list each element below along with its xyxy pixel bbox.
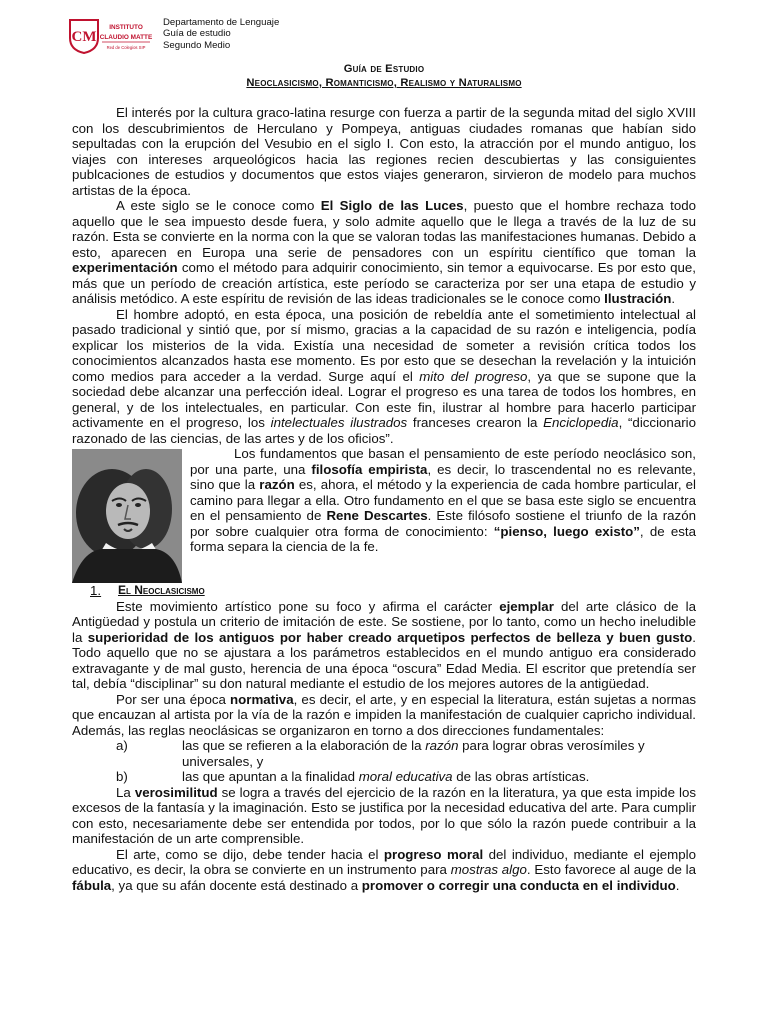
- italic-term: mostras algo: [450, 862, 527, 877]
- document-title: Guía de Estudio: [343, 63, 425, 75]
- school-logo: [68, 18, 154, 54]
- section-number: 1.: [90, 583, 102, 598]
- bold-term: El Siglo de las Luces: [320, 198, 464, 213]
- logo-line1: INSTITUTO: [109, 24, 143, 31]
- header-grade: Segundo Medio: [163, 39, 231, 51]
- list-text: las que se refieren a la elaboración de la razón para lograr obras verosímiles y universales, y: [182, 738, 645, 769]
- paragraph: El arte, como se dijo, debe tender hacia el progreso moral del individuo, mediante el ejemplo educativo, es decir, la obra se convierte en un instrumento para mostras algo. Esto favorece al auge de la fábula, ya que su afán docente está destinado a promover o corregir una conducta en el individuo.: [72, 846, 696, 893]
- italic-term: mito del progreso: [419, 368, 528, 384]
- italic-term: Enciclopedia: [543, 415, 619, 430]
- bold-quote: “pienso, luego existo”: [493, 523, 640, 539]
- document-header: [163, 17, 279, 51]
- bold-term: progreso moral: [383, 846, 484, 862]
- list-item: [72, 738, 696, 769]
- bold-term: Ilustración: [604, 291, 672, 306]
- header-doc-type: Guía de estudio: [163, 28, 231, 40]
- document-body: [72, 105, 696, 893]
- paragraph: Los fundamentos que basan el pensamiento de este período neoclásico son, por una parte, una filosofía empirista, es decir, lo trascendental no es relevante, sino que la razón es, ahora, el método y la experiencia de cada hombre particular, el camino para llegar a ella. Otro fundamento en el que se basa este siglo se encuentra en el pensamiento de Rene Descartes. Este filósofo sostiene el triunfo de la razón por sobre cualquier otra forma de conocimiento: “pienso, luego existo”, de esta forma separa la ciencia de la fe.: [190, 446, 696, 554]
- list-item: [72, 769, 696, 785]
- bold-term: normativa: [230, 691, 294, 707]
- document-title-block: [72, 62, 696, 90]
- logo-line3: Red de Colegios SIP: [106, 45, 146, 50]
- logo-letters: CM: [71, 29, 97, 45]
- bold-term: filosofía empirista: [311, 461, 428, 477]
- header-department: Departamento de Lenguaje: [163, 17, 280, 28]
- bold-term: Rene Descartes: [326, 508, 428, 523]
- bold-term: superioridad de los antiguos por haber creado arquetipos perfectos de belleza y buen gusto: [87, 629, 693, 645]
- paragraph: Este movimiento artístico pone su foco y afirma el carácter ejemplar del arte clásico de la Antigüedad y postula un criterio de imitación de este. Se sostiene, por lo tanto, como un hecho ineludible la superioridad de los antiguos por haber creado arquetipos perfectos de belleza y buen gusto. Todo aquello que no se ajustara a los parámetros establecidos en el mundo antiguo era considerado extravagante y de mal gusto, herencia de una época “oscura” Edad Media. El escritor que pretendía ser tal, debía “disciplinar” su don natural mediante el estudio de los mejores autores de la antigüedad.: [72, 598, 696, 691]
- document-subtitle: Neoclasicismo, Romanticismo, Realismo y Naturalismo: [246, 77, 522, 89]
- paragraph: La verosimilitud se logra a través del ejercicio de la razón en la literatura, ya que esta impide los excesos de la fantasía y la imaginación. Esto se justifica por la necesidad educativa del arte. Para cumplir con esto, necesariamente debe ser entendida por todos, por lo que sólo la razón puede contribuir a la manifestación de un arte comprensible.: [72, 784, 696, 846]
- paragraph: El interés por la cultura graco-latina resurge con fuerza a partir de la segunda mitad del siglo XVIII con los descubrimientos de Herculano y Pompeya, antiguas ciudades romanas que habían sido sepultadas con la erupción del Vesubio en el siglo I. Con esto, la atracción por el mundo antiguo, los viajes con intereses arqueológicos hacia las regiones recien descubiertas y las consiguientes publcaciones de estudios y documentos que estos viajes generaron, sirvieron de modelo para muchos artistas de la época.: [72, 105, 696, 198]
- section-title: El Neoclasicismo: [118, 583, 205, 597]
- bold-term: experimentación: [72, 260, 178, 275]
- logo-line2: CLAUDIO MATTE: [99, 34, 153, 41]
- list-label: a): [116, 738, 128, 753]
- section-heading: [72, 583, 696, 599]
- list-text: las que apuntan a la finalidad moral educativa de las obras artísticas.: [182, 769, 590, 784]
- paragraph: El hombre adoptó, en esta época, una posición de rebeldía ante el sometimiento intelectual al pasado tradicional y sintió que, por sí mismo, gracias a la capacidad de su razón e inteligencia, podía explicar los misterios de la vida. Existía una necesidad de someter a revisión crítica todos los conocimientos alcanzados hasta ese momento. Es por esto que se desechan la revelación y la intuición como medios para acceder a la verdad. Surge aquí el mito del progreso, ya que se supone que la sociedad debe alcanzar una perfección ideal. Lograr el progreso es una tarea de todos los hombres, en general, y de los intelectuales, en particular. Con este fin, ilustrar al hombre para hacerlo participar activamente en el progreso, los intelectuales ilustrados franceses crearon la Enciclopedia, “diccionario razonado de las ciencias, de las artes y de los oficios”.: [72, 306, 696, 446]
- bold-term: verosimilitud: [134, 784, 218, 800]
- italic-term: intelectuales ilustrados: [270, 415, 408, 430]
- bold-term: fábula: [72, 877, 112, 893]
- paragraph: Por ser una época normativa, es decir, el arte, y en especial la literatura, están sujetas a normas que encauzan al artista por la vía de la razón e impiden la manifestación de cualquier capricho individual. Además, las reglas neoclásicas se organizaron en torno a dos direcciones fundamentales:: [72, 691, 696, 738]
- list-label: b): [116, 769, 128, 784]
- bold-term: promover o corregir una conducta en el individuo: [361, 877, 676, 893]
- paragraph: A este siglo se le conoce como El Siglo de las Luces, puesto que el hombre rechaza todo aquello que le sea impuesto desde fuera, y solo admite aquello que le llega a través de la luz de su razón. Esta se convierte en la norma con la que se valoran todas las manifestaciones humanas. Debido a esto, aparecen en Europa una serie de pensadores con un espíritu científico que toman la experimentación como el método para adquirir conocimiento, sin temor a equivocarse. Es por esto que, más que un período de creación artística, este período se caracteriza por ser una etapa de estudio y análisis metódico. A este espíritu de revisión de las ideas tradicionales se le conoce como Ilustración.: [72, 198, 696, 306]
- bold-term: razón: [259, 477, 295, 492]
- descartes-portrait: [72, 449, 182, 583]
- bold-term: ejemplar: [499, 598, 554, 614]
